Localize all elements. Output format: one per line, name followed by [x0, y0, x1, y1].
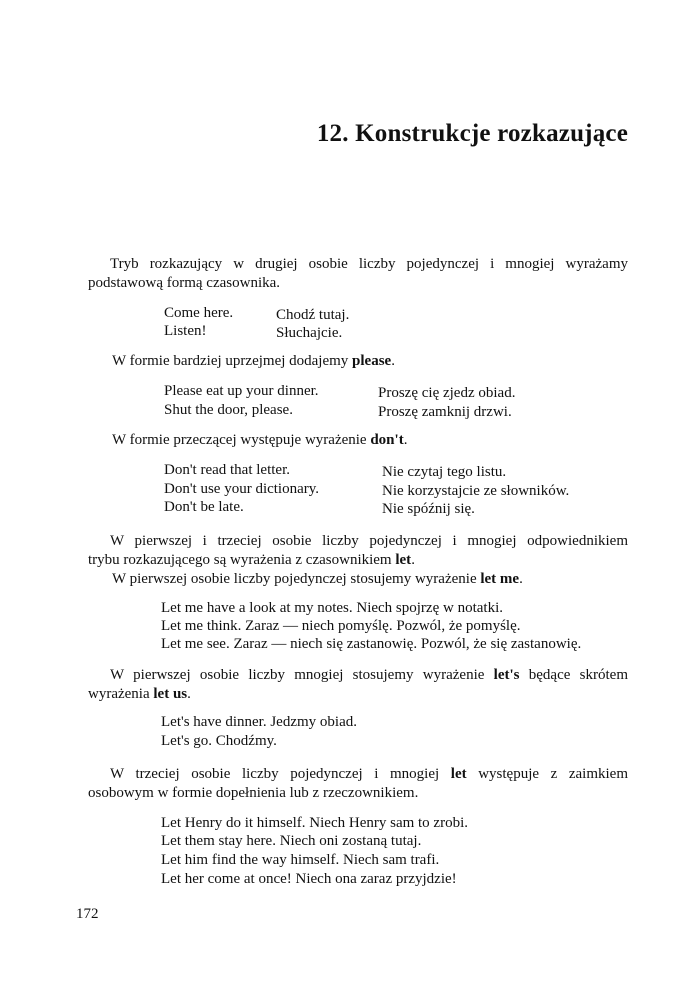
example-basic-en-1: Come here.	[164, 305, 234, 321]
example-basic-pl-2: Słuchajcie.	[276, 325, 343, 341]
example-please-en-1: Please eat up your dinner.	[164, 383, 319, 399]
third-person-paragraph: W trzeciej osobie liczby pojedynczej i mnogiej let występuje z zaimkiem osobowym w formie dopełnienia lub z rzeczownikiem.	[88, 766, 629, 801]
keyword-let-us: let us	[153, 686, 188, 702]
lets-paragraph: W pierwszej osobie liczby mnogiej stosujemy wyrażenie let's będące skrótem wyrażenia let us.	[88, 667, 628, 702]
intro-line-1: Tryb rozkazujący w drugiej osobie liczby pojedynczej i mnogiej wyrażamy	[110, 256, 628, 272]
third-line-2: osobowym w formie dopełnienia lub z rzeczownikiem.	[88, 785, 419, 801]
keyword-let-me: let me	[480, 571, 520, 587]
example-third-3: Let him find the way himself. Niech sam trafi.	[161, 852, 440, 868]
keyword-please: please	[352, 353, 392, 369]
example-lets-1: Let's have dinner. Jedzmy obiad.	[161, 714, 357, 730]
let-paragraph: W pierwszej i trzeciej osobie liczby pojedynczej i mnogiej odpowiednikiem trybu rozkazującego są wyrażenia z czasownikiem let.	[88, 533, 628, 568]
please-intro: W formie bardziej uprzejmej dodajemy please.	[112, 353, 395, 369]
keyword-let: let	[395, 552, 412, 568]
example-letme-2: Let me think. Zaraz — niech pomyślę. Pozwól, że pomyślę.	[161, 618, 521, 634]
example-please-en-2: Shut the door, please.	[164, 402, 293, 418]
intro-paragraph	[88, 255, 628, 293]
intro-line-2: podstawową formą czasownika.	[88, 275, 281, 291]
chapter-title: 12. Konstrukcje rozkazujące	[316, 120, 628, 147]
page-number: 172	[76, 906, 99, 922]
example-basic-en-2: Listen!	[164, 323, 207, 339]
example-letme-3: Let me see. Zaraz — niech się zastanowię. Pozwól, że się zastanowię.	[161, 636, 582, 652]
let-line-1: W pierwszej i trzeciej osobie liczby pojedynczej i mnogiej odpowiednikiem	[110, 533, 628, 549]
example-dont-pl-1: Nie czytaj tego listu.	[382, 464, 507, 480]
keyword-lets: let's	[493, 667, 520, 683]
example-third-4: Let her come at once! Niech ona zaraz przyjdzie!	[161, 871, 457, 887]
example-basic-pl-1: Chodź tutaj.	[276, 307, 350, 323]
example-lets-2: Let's go. Chodźmy.	[161, 733, 277, 749]
example-please-pl-2: Proszę zamknij drzwi.	[378, 404, 512, 420]
example-third-1: Let Henry do it himself. Niech Henry sam to zrobi.	[161, 815, 469, 831]
keyword-let-third: let	[450, 766, 467, 782]
example-dont-pl-2: Nie korzystajcie ze słowników.	[382, 483, 570, 499]
example-letme-1: Let me have a look at my notes. Niech spojrzę w notatki.	[161, 600, 503, 616]
dont-intro: W formie przeczącej występuje wyrażenie don't.	[112, 432, 408, 448]
letme-intro: W pierwszej osobie liczby pojedynczej stosujemy wyrażenie let me.	[112, 571, 523, 587]
example-please-pl-1: Proszę cię zjedz obiad.	[378, 385, 516, 401]
example-third-2: Let them stay here. Niech oni zostaną tutaj.	[161, 833, 422, 849]
example-dont-en-1: Don't read that letter.	[164, 462, 290, 478]
example-dont-en-2: Don't use your dictionary.	[164, 481, 320, 497]
example-dont-pl-3: Nie spóźnij się.	[382, 501, 475, 517]
keyword-dont: don't	[370, 432, 404, 448]
example-dont-en-3: Don't be late.	[164, 499, 244, 515]
